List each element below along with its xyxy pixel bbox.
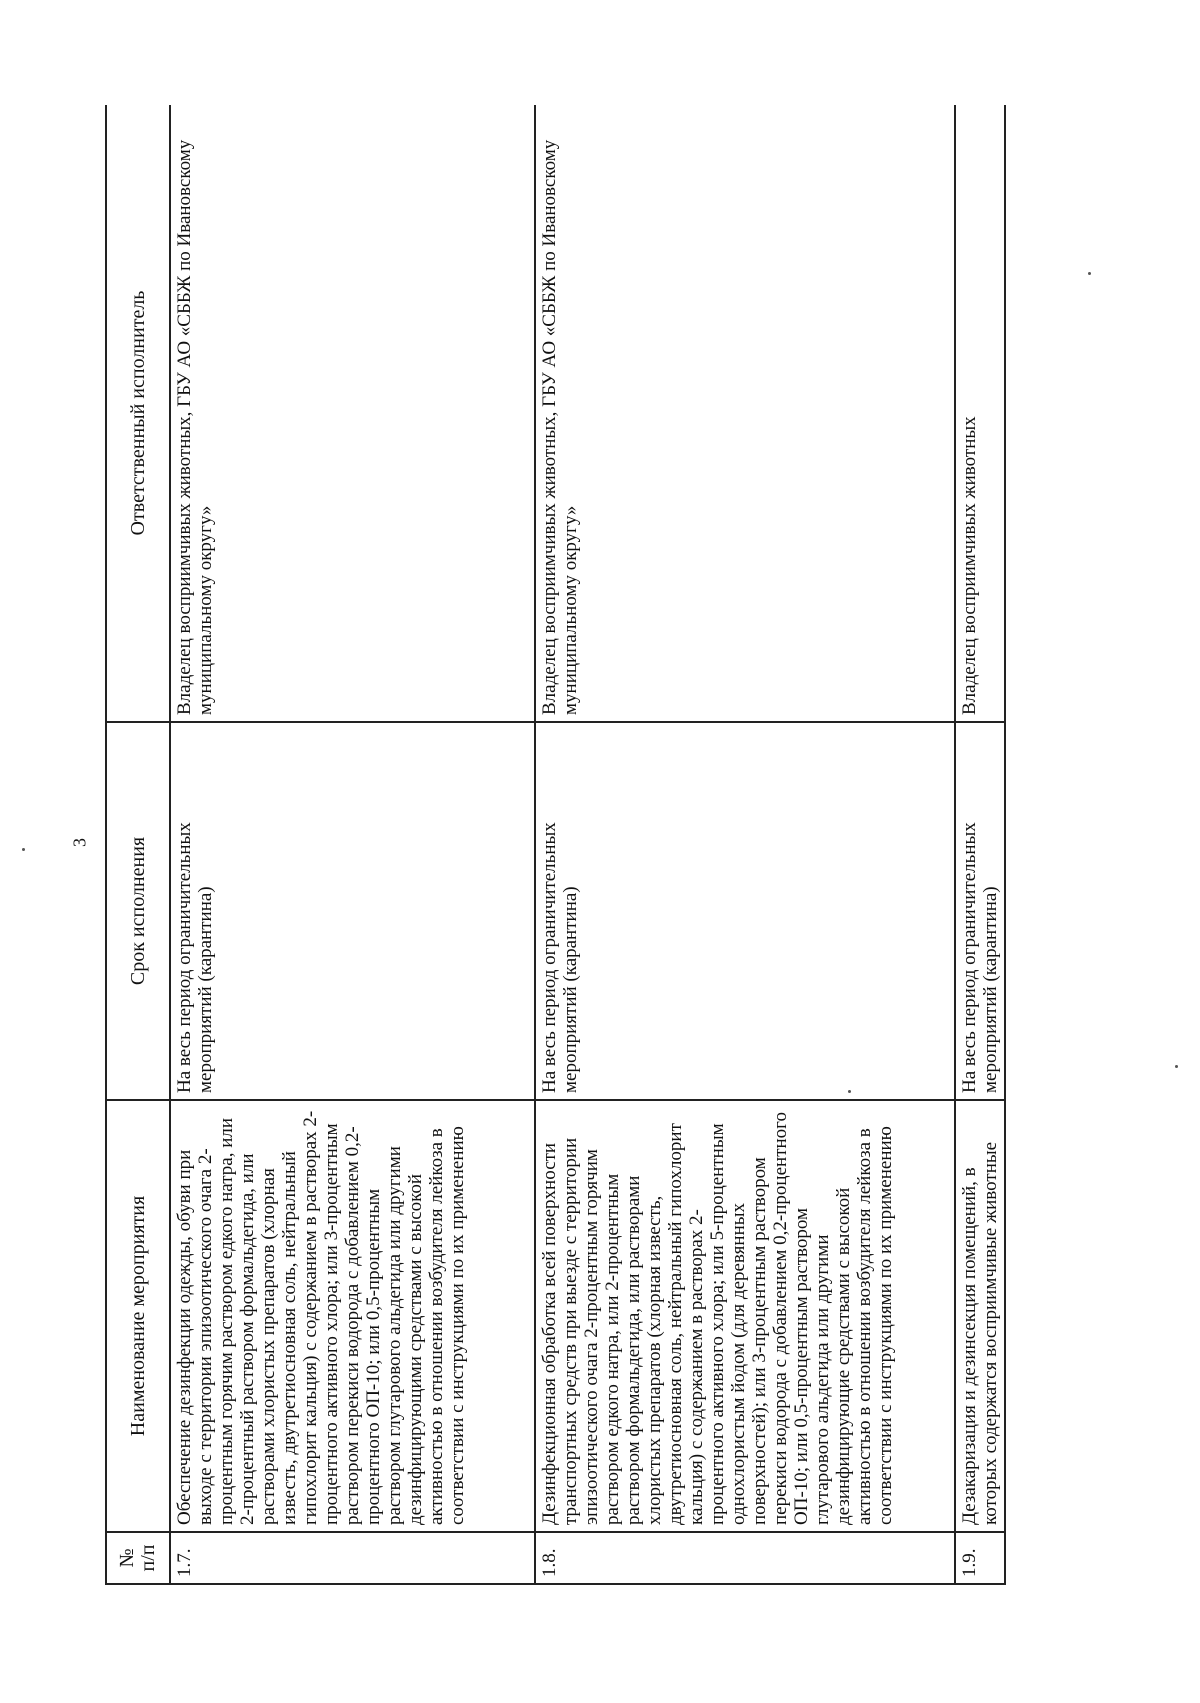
rotated-table-frame: [105, 105, 1035, 1585]
scan-speck: [22, 848, 25, 851]
row-number: 1.7.: [170, 1532, 535, 1584]
table-row: [955, 105, 1005, 1584]
row-term: На весь период ограничительных мероприятий (карантина): [955, 722, 1005, 1100]
row-number: 1.9.: [955, 1532, 1005, 1584]
header-name: Наименование мероприятия: [106, 1100, 170, 1532]
header-num: № п/п: [106, 1532, 170, 1584]
row-executor: Владелец восприимчивых животных, ГБУ АО «СББЖ по Ивановскому муниципальному округу»: [535, 105, 955, 722]
page-number: 3: [69, 838, 90, 847]
scan-speck: [848, 1090, 851, 1093]
row-measure: Дезакаризация и дезинсекция помещений, в которых содержатся восприимчивые животные: [955, 1100, 1005, 1532]
scan-speck: [1088, 272, 1091, 275]
table-header-row: [106, 105, 170, 1584]
scan-speck: [1175, 1065, 1178, 1068]
table-row: [535, 105, 955, 1584]
row-measure: Дезинфекционная обработка всей поверхности транспортных средств при выезде с территории эпизоотического очага 2-процентным горячим раствором едкого натра, или 2-процентным раствором формальдегида, или растворами хлористых препаратов (хлорная известь, двутретиосновная соль, нейтральный гипохлорит кальция) с содержанием в растворах 2-процентного активного хлора; или 5-процентным однохлористым йодом (для деревянных поверхностей); или 3-процентным раствором перекиси водорода с добавлением 0,2-процентного ОП-10; или 0,5-процентным раствором глутарового альдегида или другими дезинфицирующие средствами с высокой активностью в отношении возбудителя лейкоза в соответствии с инструкциями по их применению: [535, 1100, 955, 1532]
row-executor: Владелец восприимчивых животных, ГБУ АО «СББЖ по Ивановскому муниципальному округу»: [170, 105, 535, 722]
row-number: 1.8.: [535, 1532, 955, 1584]
measures-table: [105, 105, 1006, 1585]
row-term: На весь период ограничительных мероприятий (карантина): [170, 722, 535, 1100]
table-row: [170, 105, 535, 1584]
header-term: Срок исполнения: [106, 722, 170, 1100]
landscape-page: [105, 105, 1035, 1585]
header-executor: Ответственный исполнитель: [106, 105, 170, 722]
row-executor: Владелец восприимчивых животных: [955, 105, 1005, 722]
row-measure: Обеспечение дезинфекции одежды, обуви при выходе с территории эпизоотического очага 2-процентным горячим раствором едкого натра, или 2-процентный раствором формальдегида, или растворами хлористых препаратов (хлорная известь, двутретиосновная соль, нейтральный гипохлорит кальция) с содержанием в растворах 2-процентного активного хлора; или 3-процентным раствором перекиси водорода с добавлением 0,2-процентного ОП-10; или 0,5-процентным раствором глутарового альдегида или другими дезинфицирующими средствами с высокой активностью в отношении возбудителя лейкоза в соответствии с инструкциями по их применению: [170, 1100, 535, 1532]
row-term: На весь период ограничительных мероприятий (карантина): [535, 722, 955, 1100]
